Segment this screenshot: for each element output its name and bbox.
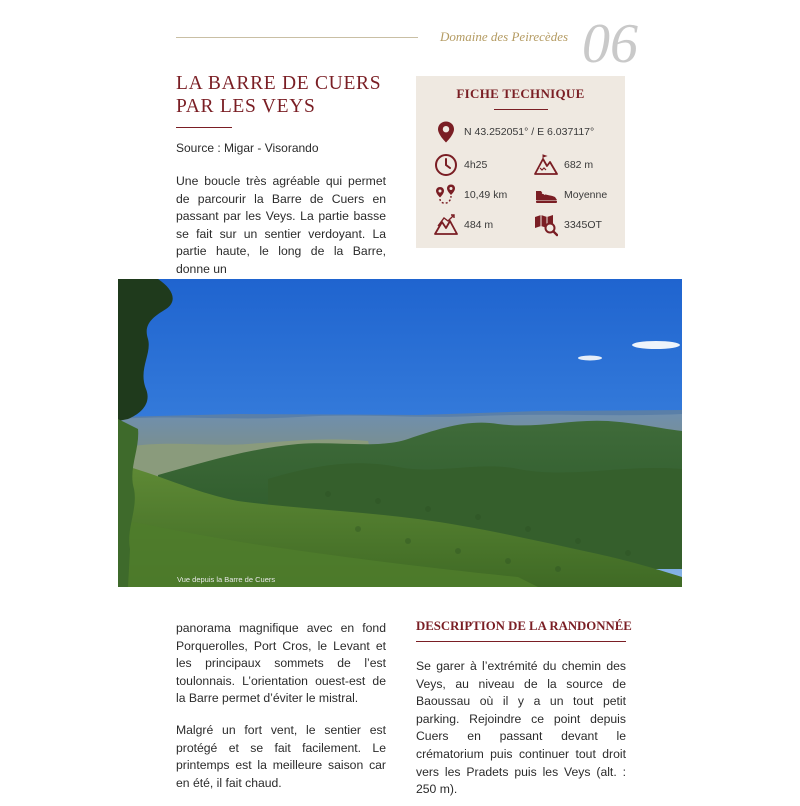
clock-icon bbox=[434, 153, 458, 177]
title-line-2: PAR LES VEYS bbox=[176, 96, 316, 117]
distance-value: 10,49 km bbox=[464, 189, 508, 201]
description-rule bbox=[416, 641, 626, 642]
tech-sheet-title: FICHE TECHNIQUE bbox=[456, 86, 585, 101]
domain-name: Domaine des Peirecèdes bbox=[440, 29, 569, 44]
mountain-altitude-icon bbox=[534, 153, 558, 177]
difficulty-value: Moyenne bbox=[564, 189, 608, 201]
photo-caption: Vue depuis la Barre de Cuers bbox=[177, 575, 276, 584]
title-underline bbox=[176, 127, 232, 128]
duration-value: 4h25 bbox=[464, 159, 488, 171]
elevation-gain-icon bbox=[434, 213, 458, 237]
title-line-1: LA BARRE DE CUERS bbox=[176, 73, 382, 94]
source-credit: Source : Migar - Visorando bbox=[176, 141, 319, 155]
continuation-paragraph-1: panorama magnifique avec en fond Porquerolles, Port Cros, le Levant et les principaux sommets de l’est toulonnais. L’orientation ouest-est de la Barre permet d’éviter le mistral. bbox=[176, 621, 386, 706]
continuation-paragraph-2: Malgré un fort vent, le sentier est protégé et se fait facilement. Le printemps est la meilleure saison car en été, il fait chaud. bbox=[176, 722, 386, 790]
chapter-number: 06 bbox=[582, 13, 638, 75]
map-reference-value: 3345OT bbox=[564, 219, 602, 231]
landscape-photo bbox=[118, 279, 682, 587]
location-pin-icon bbox=[434, 120, 458, 144]
route-pins-icon bbox=[434, 183, 458, 207]
description-title: DESCRIPTION DE LA RANDONNÉE bbox=[416, 619, 632, 633]
coordinates-value: N 43.252051° / E 6.037117° bbox=[464, 126, 595, 138]
altitude-item bbox=[534, 153, 593, 177]
duration-item bbox=[434, 153, 487, 177]
continuation-column bbox=[176, 620, 386, 806]
intro-paragraph: Une boucle très agréable qui permet de parcourir la Barre de Cuers en passant par les Veys. La partie basse se fait sur un sentier verdoyant. La partie haute, le long de la Barre, donne un bbox=[176, 174, 386, 276]
description-paragraph: Se garer à l’extrémité du chemin des Veys, au niveau de la source de Baoussau où il y a un tout petit parking. Rejoindre ce point depuis Cuers en passant devant le crématorium puis continuer tout droit vers les Pradets puis les Veys (alt. : 250 m). bbox=[416, 659, 626, 797]
elevation-gain-value: 484 m bbox=[464, 219, 494, 231]
distance-item bbox=[434, 183, 507, 207]
page-title bbox=[176, 72, 406, 118]
coordinates-item bbox=[434, 120, 594, 144]
header-rule bbox=[176, 37, 418, 38]
map-reference-item bbox=[534, 213, 602, 237]
tech-sheet-panel bbox=[416, 76, 625, 248]
tech-sheet-rule bbox=[494, 109, 548, 110]
hiking-shoe-icon bbox=[534, 183, 558, 207]
elevation-gain-item bbox=[434, 213, 493, 237]
difficulty-item bbox=[534, 183, 607, 207]
altitude-value: 682 m bbox=[564, 159, 594, 171]
map-search-icon bbox=[534, 213, 558, 237]
